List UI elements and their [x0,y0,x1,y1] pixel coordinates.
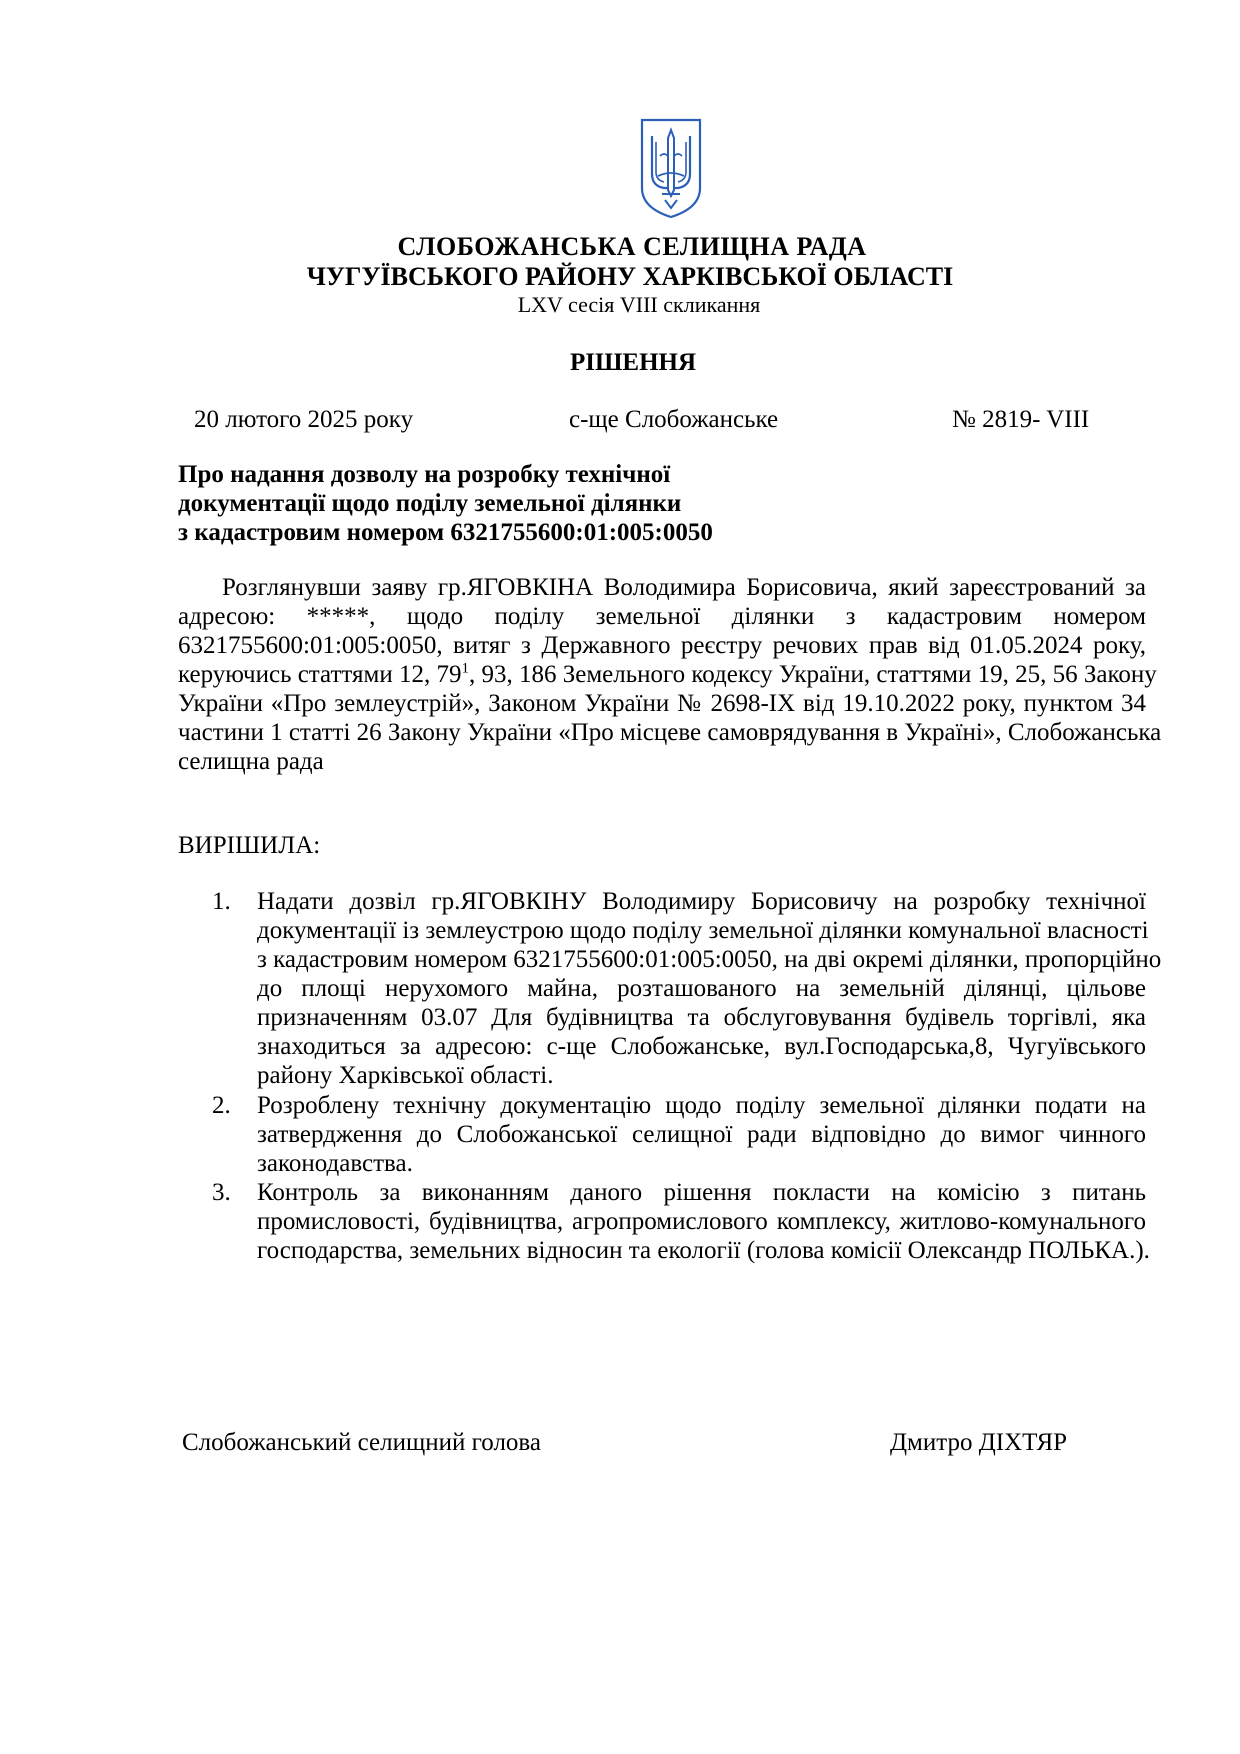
item-line: затвердження до Слобожанської селищної ради відповідно до вимог чинного [257,1121,1146,1148]
item-line: Надати дозвіл гр.ЯГОВКІНУ Володимиру Борисовичу на розробку технічної [257,888,1146,915]
item-number: 1. [212,888,231,915]
item-line: промисловості, будівництва, агропромислового комплексу, житлово-комунального [257,1208,1146,1235]
item-number: 3. [212,1179,231,1206]
preamble-text: , 93, 186 Земельного кодексу України, статтями 19, 25, 56 Закону [468,661,1157,688]
item-line: документації із землеустрою щодо поділу земельної ділянки комунальної власності [257,917,1149,944]
item-line: законодавства. [257,1150,413,1177]
item-line: району Харківської області. [257,1062,554,1089]
item-line: призначенням 03.07 Для будівництва та обслуговування будівель торгівлі, яка [257,1004,1146,1031]
subject-line: з кадастровим номером 6321755600:01:005:0050 [178,519,713,546]
session-info: LXV сесія VIII скликання [517,292,761,317]
preamble-text: керуючись статтями 12, 79 [178,661,462,688]
preamble-line: адресою: *****, щодо поділу земельної ділянки з кадастровим номером [178,603,1146,630]
subject-line: документації щодо поділу земельної ділянки [178,490,682,517]
item-line: Розроблену технічну документацію щодо поділу земельної ділянки подати на [257,1092,1146,1119]
subject-line: Про надання дозволу на розробку технічної [178,461,671,488]
item-line: Контроль за виконанням даного рішення покласти на комісію з питань [257,1179,1146,1206]
document-date: 20 лютого 2025 року [194,406,414,433]
document-subject [178,460,713,547]
preamble-line: селищна рада [178,748,324,775]
preamble-line: Розглянувши заяву гр.ЯГОВКІНА Володимира Борисовича, який зареєстрований за [222,574,1146,601]
item-number: 2. [212,1092,231,1119]
preamble-line: частини 1 статті 26 Закону України «Про місцеве самоврядування в Україні», Слобожанська [178,719,1162,746]
district-name: ЧУГУЇВСЬКОГО РАЙОНУ ХАРКІВСЬКОЇ ОБЛАСТІ [306,262,954,291]
preamble-line-articles [178,660,1157,689]
article-superscript: 1 [461,660,469,677]
document-number: № 2819- VIII [952,406,1090,433]
item-line: знаходиться за адресою: с-ще Слобожанське, вул.Господарська,8, Чугуївського [257,1033,1146,1060]
council-name: СЛОБОЖАНСЬКА СЕЛИЩНА РАДА [397,232,867,261]
preamble-line: України «Про землеустрій», Законом України № 2698-IX від 19.10.2022 року, пунктом 34 [178,690,1146,717]
signature-position: Слобожанський селищний голова [182,1429,541,1456]
signature-name: Дмитро ДІХТЯР [890,1429,1068,1456]
document-title: РІШЕННЯ [569,349,697,376]
item-line: до площі нерухомого майна, розташованого на земельній ділянці, цільове [257,975,1146,1002]
verdict-heading: ВИРІШИЛА: [178,832,321,859]
coat-of-arms-icon [638,116,704,220]
item-line: господарства, земельних відносин та екології (голова комісії Олександр ПОЛЬКА.). [257,1237,1150,1264]
document-place: с-ще Слобожанське [569,406,779,433]
item-line: з кадастровим номером 6321755600:01:005:0050, на дві окремі ділянки, пропорційно [257,946,1162,973]
preamble-line: 6321755600:01:005:0050, витяг з Державного реєстру речових прав від 01.05.2024 року, [178,632,1146,659]
